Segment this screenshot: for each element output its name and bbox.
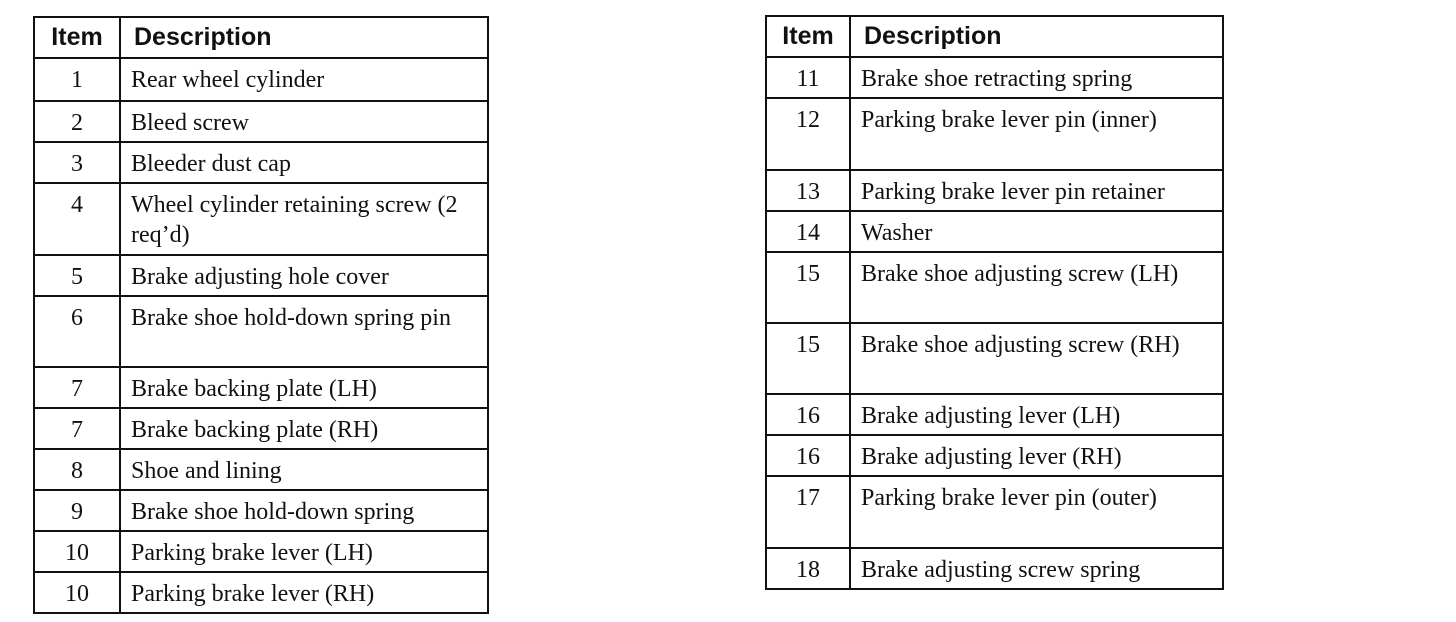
item-description: Brake adjusting lever (RH) [850, 435, 1223, 476]
table-row [766, 211, 1223, 252]
item-number: 17 [766, 476, 850, 548]
table-row [766, 252, 1223, 323]
item-number: 8 [34, 449, 120, 490]
table-row [34, 531, 488, 572]
parts-table-left [33, 16, 489, 614]
item-number: 3 [34, 142, 120, 183]
table-row [766, 170, 1223, 211]
item-column-header: Item [766, 16, 850, 57]
item-description: Bleed screw [120, 101, 488, 142]
item-number: 6 [34, 296, 120, 367]
item-number: 15 [766, 252, 850, 323]
item-description: Shoe and lining [120, 449, 488, 490]
item-number: 10 [34, 531, 120, 572]
item-number: 9 [34, 490, 120, 531]
description-column-header: Description [850, 16, 1223, 57]
item-description: Parking brake lever (RH) [120, 572, 488, 613]
item-description: Brake adjusting lever (LH) [850, 394, 1223, 435]
item-column-header: Item [34, 17, 120, 58]
item-number: 16 [766, 394, 850, 435]
table-row [34, 101, 488, 142]
table-row [34, 490, 488, 531]
item-number: 15 [766, 323, 850, 394]
item-description: Brake backing plate (RH) [120, 408, 488, 449]
item-description: Brake shoe adjusting screw (RH) [850, 323, 1223, 394]
table-row [34, 572, 488, 613]
item-description: Parking brake lever (LH) [120, 531, 488, 572]
table-row [34, 449, 488, 490]
table-row [34, 58, 488, 101]
parts-table-right [765, 15, 1224, 590]
item-number: 13 [766, 170, 850, 211]
item-description: Parking brake lever pin retainer [850, 170, 1223, 211]
table-row [34, 142, 488, 183]
item-description: Brake shoe hold-down spring [120, 490, 488, 531]
item-number: 10 [34, 572, 120, 613]
table-row [766, 435, 1223, 476]
item-description: Rear wheel cylinder [120, 58, 488, 101]
item-number: 1 [34, 58, 120, 101]
item-description: Washer [850, 211, 1223, 252]
item-number: 5 [34, 255, 120, 296]
item-number: 12 [766, 98, 850, 170]
item-description: Brake shoe hold-down spring pin [120, 296, 488, 367]
item-description: Bleeder dust cap [120, 142, 488, 183]
item-description: Parking brake lever pin (outer) [850, 476, 1223, 548]
item-number: 14 [766, 211, 850, 252]
item-description: Brake shoe retracting spring [850, 57, 1223, 98]
table-row [34, 296, 488, 367]
table-row [766, 323, 1223, 394]
item-description: Brake shoe adjusting screw (LH) [850, 252, 1223, 323]
header-row [766, 16, 1223, 57]
table-row [766, 394, 1223, 435]
table-row [34, 408, 488, 449]
table-row [766, 548, 1223, 589]
item-number: 7 [34, 408, 120, 449]
item-number: 4 [34, 183, 120, 255]
item-number: 7 [34, 367, 120, 408]
item-description: Wheel cylinder retaining screw (2 req’d) [120, 183, 488, 255]
item-description: Brake backing plate (LH) [120, 367, 488, 408]
item-number: 18 [766, 548, 850, 589]
table-row [766, 476, 1223, 548]
header-row [34, 17, 488, 58]
description-column-header: Description [120, 17, 488, 58]
table-row [766, 57, 1223, 98]
item-number: 11 [766, 57, 850, 98]
item-description: Parking brake lever pin (inner) [850, 98, 1223, 170]
table-row [766, 98, 1223, 170]
table-row [34, 183, 488, 255]
table-row [34, 367, 488, 408]
item-number: 16 [766, 435, 850, 476]
item-description: Brake adjusting screw spring [850, 548, 1223, 589]
item-description: Brake adjusting hole cover [120, 255, 488, 296]
table-row [34, 255, 488, 296]
item-number: 2 [34, 101, 120, 142]
